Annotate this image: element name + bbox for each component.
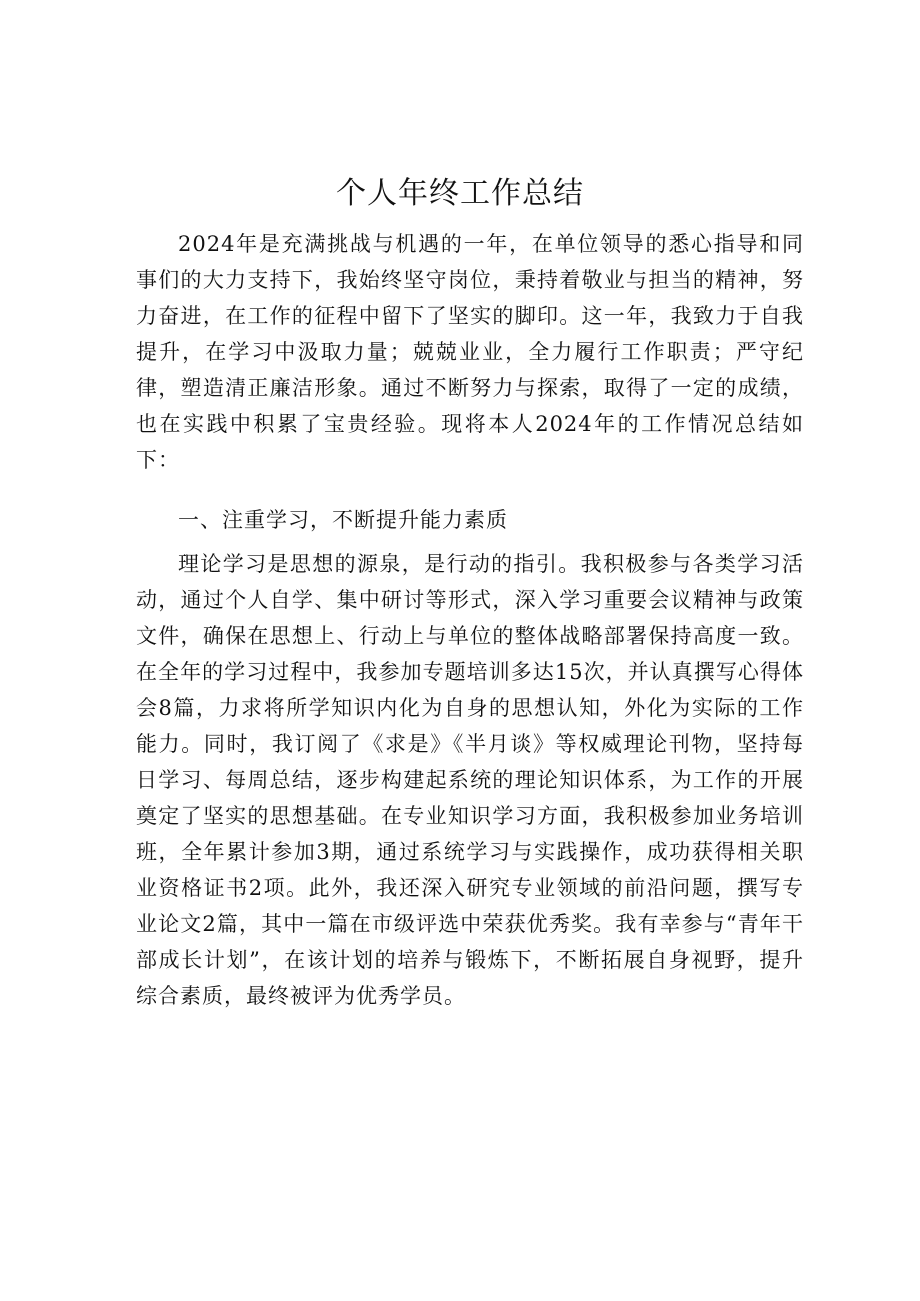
paragraph-gap bbox=[136, 478, 804, 488]
section-paragraph-1: 理论学习是思想的源泉，是行动的指引。我积极参与各类学习活动，通过个人自学、集中研讨等形式，深入学习重要会议精神与政策文件，确保在思想上、行动上与单位的整体战略部署保持高度一致。在全年的学习过程中，我参加专题培训多达15次，并认真撰写心得体会8篇，力求将所学知识内化为自身的思想认知，外化为实际的工作能力。同时，我订阅了《求是》《半月谈》等权威理论刊物，坚持每日学习、每周总结，逐步构建起系统的理论知识体系，为工作的开展奠定了坚实的思想基础。在专业知识学习方面，我积极参加业务培训班，全年累计参加3期，通过系统学习与实践操作，成功获得相关职业资格证书2项。此外，我还深入研究专业领域的前沿问题，撰写专业论文2篇，其中一篇在市级评选中荣获优秀奖。我有幸参与“青年干部成长计划”，在该计划的培养与锻炼下，不断拓展自身视野，提升综合素质，最终被评为优秀学员。 bbox=[136, 552, 804, 1008]
document-body bbox=[136, 226, 804, 1014]
intro-paragraph: 2024年是充满挑战与机遇的一年，在单位领导的悉心指导和同事们的大力支持下，我始终坚守岗位，秉持着敬业与担当的精神，努力奋进，在工作的征程中留下了坚实的脚印。这一年，我致力于自我提升，在学习中汲取力量；兢兢业业，全力履行工作职责；严守纪律，塑造清正廉洁形象。通过不断努力与探索，取得了一定的成绩，也在实践中积累了宝贵经验。现将本人2024年的工作情况总结如下： bbox=[136, 232, 804, 472]
section-heading-1: 一、注重学习，不断提升能力素质 bbox=[178, 508, 508, 532]
document-title: 个人年终工作总结 bbox=[336, 176, 584, 211]
